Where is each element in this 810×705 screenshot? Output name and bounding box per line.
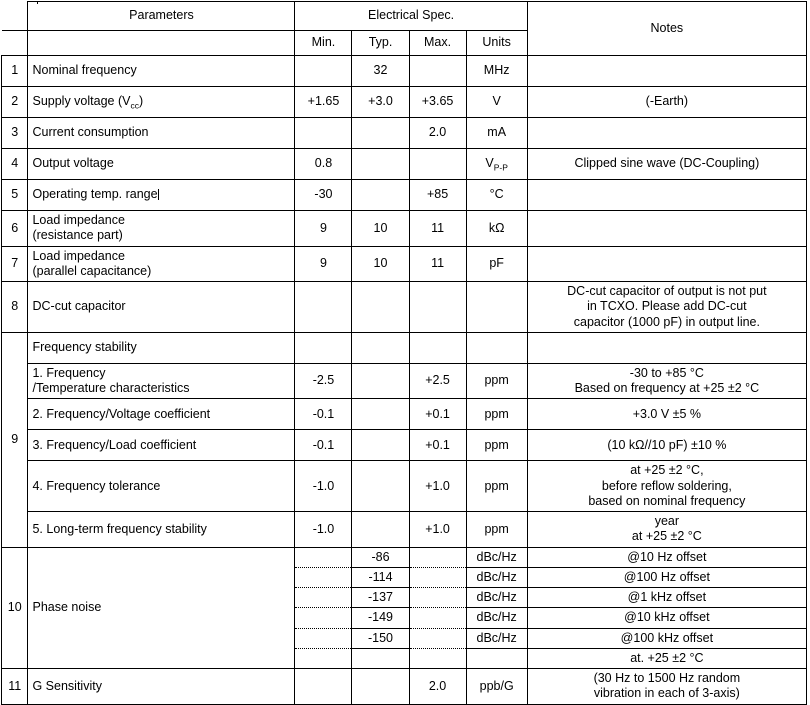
row-number: 1 bbox=[2, 56, 28, 87]
row-units: ppm bbox=[466, 399, 527, 430]
row-notes-line2: vibration in each of 3-axis) bbox=[593, 686, 740, 701]
row-min: -30 bbox=[295, 180, 352, 211]
row-max: 2.0 bbox=[409, 669, 466, 705]
electrical-specification-table bbox=[1, 1, 807, 705]
row-notes: @1 kHz offset bbox=[527, 588, 806, 608]
row-notes: at. +25 ±2 °C bbox=[527, 648, 806, 668]
row-min bbox=[295, 56, 352, 87]
row-units-subscript: P-P bbox=[493, 162, 508, 173]
row-parameter-text: Operating temp. range bbox=[32, 187, 158, 202]
subheader-blank-cell bbox=[2, 31, 28, 56]
row-typ: -150 bbox=[352, 628, 409, 648]
row-min bbox=[295, 588, 352, 608]
row-parameter-line1: 1. Frequency bbox=[32, 365, 106, 380]
row-parameter bbox=[28, 180, 295, 211]
header-typ: Typ. bbox=[352, 31, 409, 56]
row-parameter: Current consumption bbox=[28, 118, 295, 149]
row-parameter bbox=[28, 363, 295, 399]
row-max bbox=[409, 567, 466, 587]
row-typ bbox=[352, 363, 409, 399]
row-units bbox=[466, 149, 527, 180]
row-units: °C bbox=[466, 180, 527, 211]
row-notes bbox=[527, 512, 806, 548]
row-notes-line1: (30 Hz to 1500 Hz random bbox=[593, 671, 741, 685]
row-notes bbox=[527, 669, 806, 705]
row-units: ppm bbox=[466, 512, 527, 548]
row-min bbox=[295, 648, 352, 668]
row-typ: -114 bbox=[352, 567, 409, 587]
row-max: +0.1 bbox=[409, 430, 466, 461]
row-max: +1.0 bbox=[409, 512, 466, 548]
row-parameter: Nominal frequency bbox=[28, 56, 295, 87]
row-units: dBc/Hz bbox=[466, 628, 527, 648]
row-max bbox=[409, 332, 466, 363]
row-notes-line2: in TCXO. Please add DC-cut bbox=[587, 299, 747, 314]
row-notes: @10 Hz offset bbox=[527, 547, 806, 567]
row-min bbox=[295, 282, 352, 333]
header-parameters: Parameters bbox=[28, 2, 295, 31]
row-typ bbox=[352, 118, 409, 149]
row-number: 5 bbox=[2, 180, 28, 211]
row-number: 2 bbox=[2, 87, 28, 118]
row-max bbox=[409, 56, 466, 87]
header-blank-cell bbox=[2, 2, 28, 31]
row-notes-line1: -30 to +85 °C bbox=[629, 365, 704, 380]
spec-sheet bbox=[0, 1, 810, 701]
row-max bbox=[409, 628, 466, 648]
row-parameter: G Sensitivity bbox=[28, 669, 295, 705]
row-min bbox=[295, 608, 352, 628]
row-min bbox=[295, 669, 352, 705]
row-number: 11 bbox=[2, 669, 28, 705]
row-typ bbox=[352, 399, 409, 430]
row-units: ppm bbox=[466, 430, 527, 461]
header-min: Min. bbox=[295, 31, 352, 56]
table-row bbox=[2, 211, 807, 247]
table-header-row bbox=[2, 2, 807, 31]
row-notes bbox=[527, 56, 806, 87]
row-max: 11 bbox=[409, 211, 466, 247]
row-units: ppm bbox=[466, 363, 527, 399]
row-parameter: Output voltage bbox=[28, 149, 295, 180]
table-row bbox=[2, 180, 807, 211]
row-number: 7 bbox=[2, 246, 28, 282]
row-notes: @10 kHz offset bbox=[527, 608, 806, 628]
row-parameter bbox=[28, 87, 295, 118]
row-notes-line3: capacitor (1000 pF) in output line. bbox=[573, 314, 760, 329]
row-typ: 32 bbox=[352, 56, 409, 87]
table-row bbox=[2, 149, 807, 180]
row-max bbox=[409, 547, 466, 567]
row-typ: 10 bbox=[352, 211, 409, 247]
row-number: 3 bbox=[2, 118, 28, 149]
table-row bbox=[2, 669, 807, 705]
row-min bbox=[295, 118, 352, 149]
row-notes bbox=[527, 118, 806, 149]
header-notes: Notes bbox=[527, 2, 806, 56]
frequency-stability-title-row bbox=[2, 332, 807, 363]
row-notes bbox=[527, 211, 806, 247]
row-min: -1.0 bbox=[295, 461, 352, 512]
row-notes: (-Earth) bbox=[527, 87, 806, 118]
row-units: MHz bbox=[466, 56, 527, 87]
row-parameter-subscript: cc bbox=[130, 100, 139, 111]
row-typ bbox=[352, 332, 409, 363]
row-typ: -137 bbox=[352, 588, 409, 608]
row-parameter-line2: (resistance part) bbox=[32, 228, 123, 243]
row-number: 10 bbox=[2, 547, 28, 669]
row-units: ppb/G bbox=[466, 669, 527, 705]
row-units: kΩ bbox=[466, 211, 527, 247]
row-min: -0.1 bbox=[295, 430, 352, 461]
row-min: -0.1 bbox=[295, 399, 352, 430]
row-parameter-line2: /Temperature characteristics bbox=[32, 381, 190, 395]
row-max: +2.5 bbox=[409, 363, 466, 399]
row-notes-line2: at +25 ±2 °C bbox=[631, 529, 702, 544]
row-notes-line3: based on nominal frequency bbox=[588, 493, 746, 508]
row-units: dBc/Hz bbox=[466, 588, 527, 608]
row-typ bbox=[352, 430, 409, 461]
row-units: V bbox=[466, 87, 527, 118]
row-units: dBc/Hz bbox=[466, 608, 527, 628]
row-min bbox=[295, 567, 352, 587]
row-max bbox=[409, 648, 466, 668]
row-notes bbox=[527, 246, 806, 282]
table-row bbox=[2, 87, 807, 118]
table-row bbox=[2, 118, 807, 149]
row-number: 6 bbox=[2, 211, 28, 247]
row-units bbox=[466, 332, 527, 363]
table-row bbox=[2, 547, 807, 567]
row-units-text: V bbox=[485, 155, 494, 170]
row-parameter: 4. Frequency tolerance bbox=[28, 461, 295, 512]
row-max: +3.65 bbox=[409, 87, 466, 118]
row-notes-line1: at +25 ±2 °C, bbox=[630, 463, 704, 478]
row-number: 4 bbox=[2, 149, 28, 180]
row-parameter-line2: (parallel capacitance) bbox=[32, 263, 152, 278]
row-parameter: DC-cut capacitor bbox=[28, 282, 295, 333]
row-parameter-text-tail: ) bbox=[138, 93, 144, 108]
row-typ bbox=[352, 282, 409, 333]
row-notes: (10 kΩ//10 pF) ±10 % bbox=[527, 430, 806, 461]
row-max: 2.0 bbox=[409, 118, 466, 149]
row-units bbox=[466, 282, 527, 333]
row-notes bbox=[527, 180, 806, 211]
row-units bbox=[466, 648, 527, 668]
row-typ: -86 bbox=[352, 547, 409, 567]
header-electrical-spec: Electrical Spec. bbox=[295, 2, 527, 31]
row-max bbox=[409, 608, 466, 628]
row-max: +1.0 bbox=[409, 461, 466, 512]
row-min: -2.5 bbox=[295, 363, 352, 399]
row-notes: Clipped sine wave (DC-Coupling) bbox=[527, 149, 806, 180]
row-parameter: 3. Frequency/Load coefficient bbox=[28, 430, 295, 461]
row-min: 0.8 bbox=[295, 149, 352, 180]
row-parameter: Phase noise bbox=[28, 547, 295, 669]
row-notes-line1: DC-cut capacitor of output is not put bbox=[567, 284, 767, 298]
row-number: 8 bbox=[2, 282, 28, 333]
table-top-stub bbox=[37, 1, 50, 4]
row-notes-line1: year bbox=[654, 514, 680, 528]
row-parameter bbox=[28, 211, 295, 247]
row-typ bbox=[352, 648, 409, 668]
row-units: mA bbox=[466, 118, 527, 149]
row-number: 9 bbox=[2, 332, 28, 547]
text-cursor bbox=[158, 189, 159, 200]
row-units: pF bbox=[466, 246, 527, 282]
row-typ: +3.0 bbox=[352, 87, 409, 118]
row-parameter: 5. Long-term frequency stability bbox=[28, 512, 295, 548]
row-notes: @100 kHz offset bbox=[527, 628, 806, 648]
row-units: ppm bbox=[466, 461, 527, 512]
row-min bbox=[295, 332, 352, 363]
row-max: 11 bbox=[409, 246, 466, 282]
row-typ: -149 bbox=[352, 608, 409, 628]
header-max: Max. bbox=[409, 31, 466, 56]
row-notes: +3.0 V ±5 % bbox=[527, 399, 806, 430]
row-notes bbox=[527, 332, 806, 363]
row-min bbox=[295, 628, 352, 648]
table-row bbox=[2, 56, 807, 87]
row-typ bbox=[352, 149, 409, 180]
row-max bbox=[409, 149, 466, 180]
row-notes-line2: Based on frequency at +25 ±2 °C bbox=[574, 381, 760, 395]
row-max: +85 bbox=[409, 180, 466, 211]
table-row bbox=[2, 430, 807, 461]
row-typ bbox=[352, 512, 409, 548]
row-notes bbox=[527, 461, 806, 512]
table-row bbox=[2, 512, 807, 548]
frequency-stability-title: Frequency stability bbox=[28, 332, 295, 363]
row-min: 9 bbox=[295, 211, 352, 247]
row-min: +1.65 bbox=[295, 87, 352, 118]
table-row bbox=[2, 246, 807, 282]
table-row bbox=[2, 282, 807, 333]
table-row bbox=[2, 399, 807, 430]
row-typ bbox=[352, 180, 409, 211]
row-parameter-line1: Load impedance bbox=[32, 248, 125, 263]
row-notes bbox=[527, 282, 806, 333]
row-max: +0.1 bbox=[409, 399, 466, 430]
row-min: 9 bbox=[295, 246, 352, 282]
row-notes bbox=[527, 363, 806, 399]
row-typ bbox=[352, 461, 409, 512]
row-max bbox=[409, 282, 466, 333]
row-parameter bbox=[28, 246, 295, 282]
row-parameter: 2. Frequency/Voltage coefficient bbox=[28, 399, 295, 430]
header-units: Units bbox=[466, 31, 527, 56]
row-parameter-line1: Load impedance bbox=[32, 213, 125, 227]
row-max bbox=[409, 588, 466, 608]
row-min bbox=[295, 547, 352, 567]
subheader-parameters-blank bbox=[28, 31, 295, 56]
row-min: -1.0 bbox=[295, 512, 352, 548]
row-typ: 10 bbox=[352, 246, 409, 282]
table-row bbox=[2, 461, 807, 512]
row-units: dBc/Hz bbox=[466, 547, 527, 567]
row-parameter-text: Supply voltage (V bbox=[32, 93, 131, 108]
row-notes: @100 Hz offset bbox=[527, 567, 806, 587]
row-units: dBc/Hz bbox=[466, 567, 527, 587]
table-row bbox=[2, 363, 807, 399]
row-notes-line2: before reflow soldering, bbox=[601, 478, 732, 493]
row-typ bbox=[352, 669, 409, 705]
